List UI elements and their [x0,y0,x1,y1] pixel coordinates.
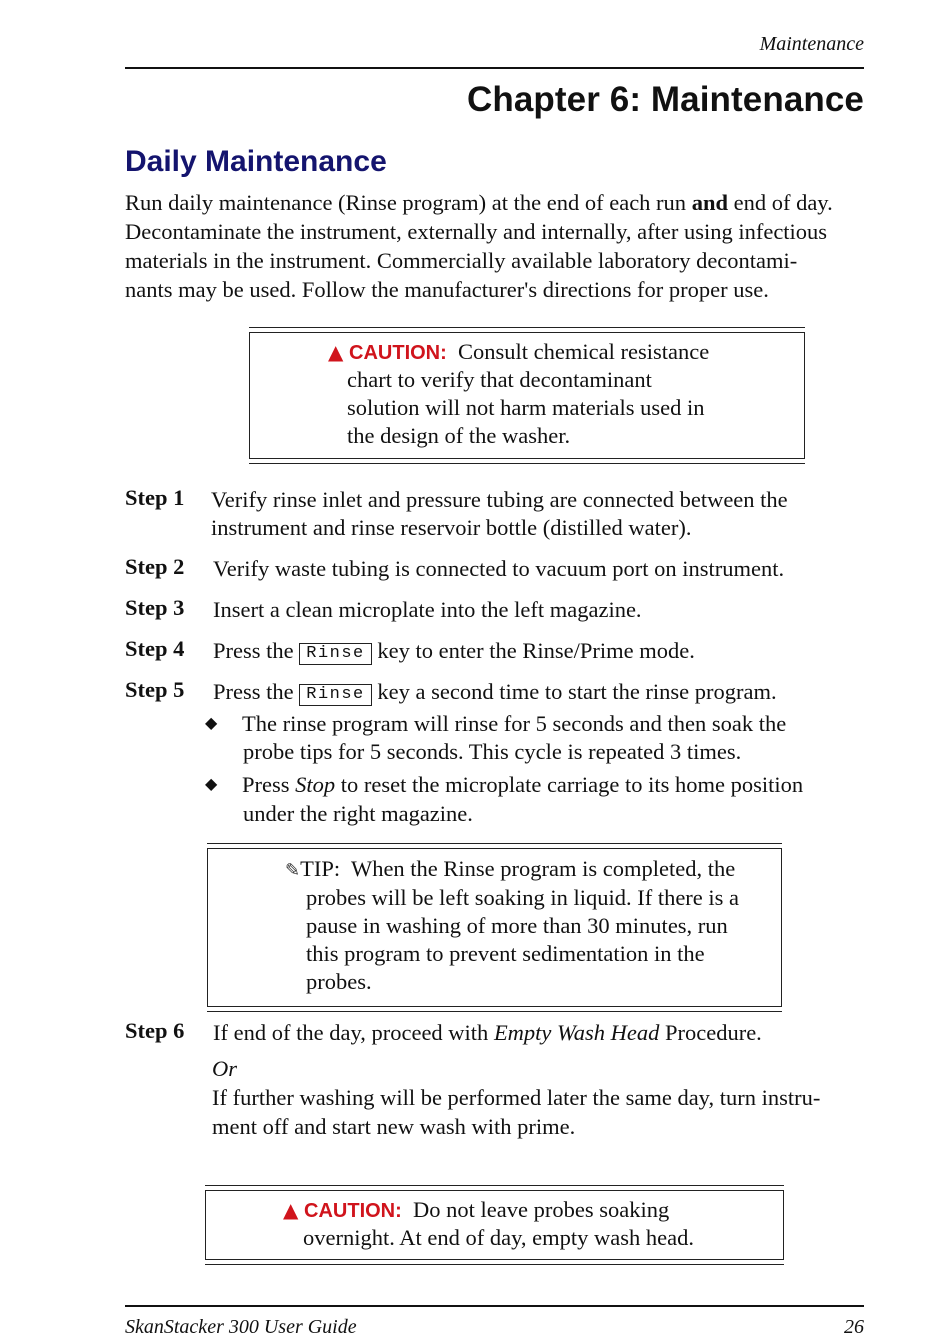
rinse-key: Rinse [299,643,372,665]
step-text: instrument and rinse reservoir bottle (distilled water). [211,515,692,540]
running-header: Maintenance [759,33,864,55]
step-text: If end of the day, proceed with Empty Wash Head Procedure. [213,1020,762,1045]
step-label: Step 4 [125,636,185,661]
step-text: ment off and start new wash with prime. [212,1114,576,1139]
step-text: Press the Rinse key a second time to start the rinse program. [213,679,777,704]
bullet-text: The rinse program will rinse for 5 seconds and then soak the [242,711,787,736]
bullet-text: Press Stop to reset the microplate carriage to its home position [242,772,804,797]
step-label: Step 2 [125,554,185,579]
caution-label: CAUTION: [304,1200,402,1222]
caution-heading [328,338,709,368]
warning-triangle-icon: ▲ [328,340,344,364]
step-text: Press the Rinse key to enter the Rinse/Prime mode. [213,638,695,663]
bullet-text: probe tips for 5 seconds. This cycle is repeated 3 times. [243,739,742,764]
hand-pointer-icon: ✎ [285,860,301,881]
caution-label: CAUTION: [349,342,447,364]
caution-text: the design of the washer. [347,423,571,448]
caution-text: Consult chemical resistance [458,339,710,364]
intro-paragraph [125,188,885,304]
step-label: Step 1 [125,485,185,510]
caution-text: overnight. At end of day, empty wash head. [303,1225,694,1250]
tip-text: probes. [306,969,372,994]
bullet-text: under the right magazine. [243,801,473,826]
intro-text: Run daily maintenance (Rinse program) at the end of each run [125,190,692,215]
tip-heading [285,855,735,886]
diamond-bullet-icon: ◆ [205,774,218,793]
step-label: Step 5 [125,677,185,702]
intro-text: end of day. [727,190,833,215]
tip-text: When the Rinse program is completed, the [350,856,736,881]
tip-text: probes will be left soaking in liquid. If there is a [306,885,740,910]
warning-triangle-icon: ▲ [283,1198,299,1222]
footer-rule [125,1305,864,1307]
page-number: 26 [844,1316,864,1338]
intro-text: materials in the instrument. Commercially available laboratory decontami- [125,248,798,273]
intro-text: nants may be used. Follow the manufacturer's directions for proper use. [125,277,769,302]
caution-text: Do not leave probes soaking [413,1197,670,1222]
header-rule [125,67,864,69]
tip-text: pause in washing of more than 30 minutes, run [306,913,728,938]
intro-text: Decontaminate the instrument, externally and internally, after using infectious [125,219,828,244]
tip-text: this program to prevent sedimentation in the [306,941,705,966]
step-text: If further washing will be performed later the same day, turn instru- [212,1085,821,1110]
tip-label: TIP: [300,856,341,881]
step-text: Verify rinse inlet and pressure tubing are connected between the [211,487,788,512]
rinse-key: Rinse [299,684,372,706]
step-label: Step 6 [125,1018,185,1043]
caution-heading [283,1196,669,1226]
step-text: Verify waste tubing is connected to vacuum port on instrument. [213,556,785,581]
chapter-title: Chapter 6: Maintenance [466,80,864,119]
caution-text: solution will not harm materials used in [347,395,705,420]
step-text: Insert a clean microplate into the left magazine. [213,597,642,622]
caution-text: chart to verify that decontaminant [347,367,652,392]
footer-guide-title: SkanStacker 300 User Guide [125,1316,357,1338]
diamond-bullet-icon: ◆ [205,713,218,732]
section-title: Daily Maintenance [125,145,387,178]
step-label: Step 3 [125,595,185,620]
or-text: Or [212,1056,238,1081]
intro-bold: and [691,190,728,215]
